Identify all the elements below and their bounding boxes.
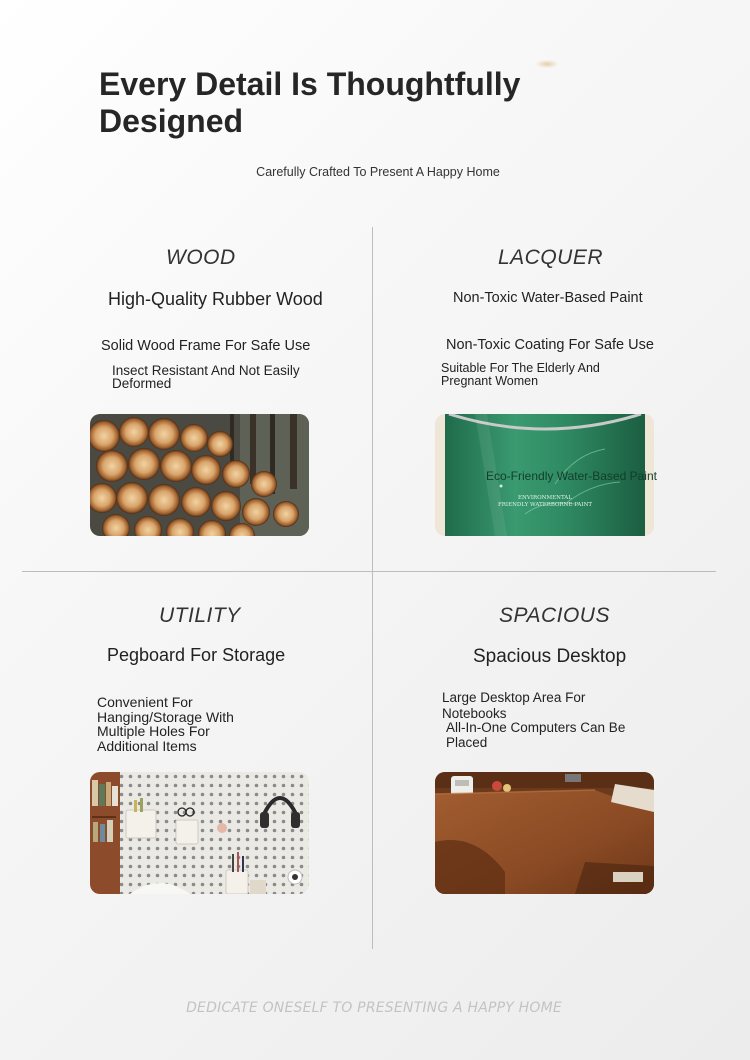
feature-point: Large Desktop Area For Notebooks <box>442 690 586 721</box>
vertical-divider <box>372 227 373 949</box>
can-label-text: ENVIRONMENTAL <box>518 495 572 501</box>
category-label: UTILITY <box>159 604 241 627</box>
horizontal-divider <box>22 571 716 572</box>
image-overlay-caption: Eco-Friendly Water-Based Paint <box>486 469 657 483</box>
category-label: SPACIOUS <box>499 604 610 627</box>
category-label: WOOD <box>166 246 236 269</box>
category-label: LACQUER <box>498 246 604 269</box>
feature-point: Non-Toxic Coating For Safe Use <box>446 337 654 353</box>
feature-heading: Spacious Desktop <box>473 646 627 667</box>
stacked-logs-photo <box>90 414 309 536</box>
page-title: Every Detail Is Thoughtfully Designed <box>99 66 521 139</box>
feature-point: Suitable For The Elderly And Pregnant Women <box>441 361 600 388</box>
footer-tagline: DEDICATE ONESELF TO PRESENTING A HAPPY HOME <box>186 1000 562 1016</box>
feature-point: Convenient For Hanging/Storage With Multiple Holes For Additional Items <box>97 694 234 754</box>
feature-heading: Pegboard For Storage <box>107 645 286 665</box>
feature-heading: Non-Toxic Water-Based Paint <box>453 290 643 306</box>
can-label-text: FRIENDLY WATERBORNE PAINT <box>497 502 593 508</box>
feature-point: Insect Resistant And Not Easily Deformed <box>112 363 300 391</box>
page-subtitle: Carefully Crafted To Present A Happy Home <box>256 165 500 179</box>
feature-point: Solid Wood Frame For Safe Use <box>101 338 311 354</box>
pegboard-photo <box>90 772 309 894</box>
feature-heading: High-Quality Rubber Wood <box>108 289 323 309</box>
feature-point: All-In-One Computers Can Be Placed <box>446 720 626 750</box>
wooden-desk-photo <box>435 772 654 894</box>
